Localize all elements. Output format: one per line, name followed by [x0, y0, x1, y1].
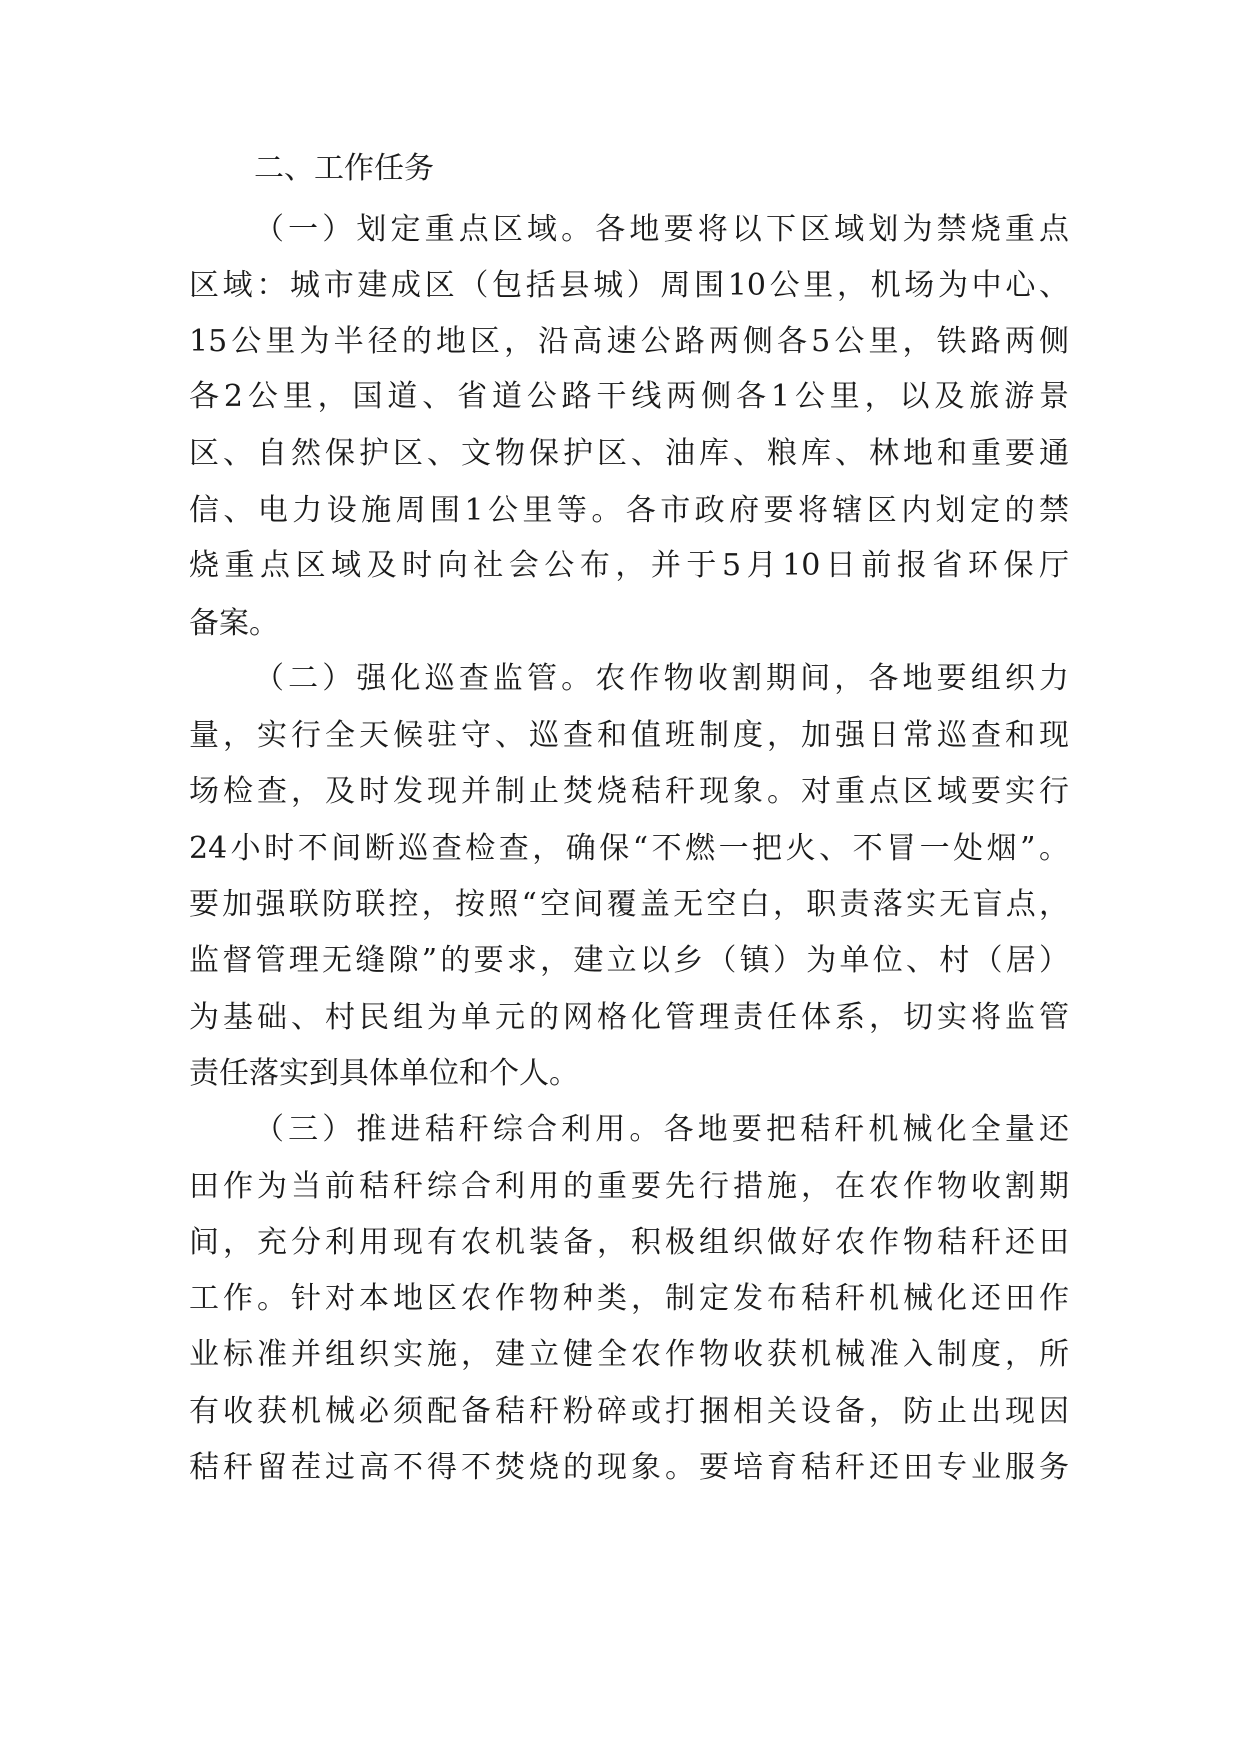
paragraph-line: 15公里为半径的地区，沿高速公路两侧各5公里，铁路两侧: [189, 324, 1069, 359]
paragraph-line: 田作为当前秸秆综合利用的重要先行措施，在农作物收割期: [189, 1169, 1069, 1204]
paragraph-line: 24小时不间断巡查检查，确保“不燃一把火、不冒一处烟”。: [189, 831, 1069, 866]
paragraph-line: 要加强联防联控，按照“空间覆盖无空白，职责落实无盲点，: [189, 887, 1069, 922]
paragraph-line: 间，充分利用现有农机装备，积极组织做好农作物秸秆还田: [189, 1225, 1069, 1260]
paragraph-line: 烧重点区域及时向社会公布，并于5月10日前报省环保厅: [189, 548, 1069, 583]
paragraph-line: 区域：城市建成区（包括县城）周围10公里，机场为中心、: [189, 268, 1069, 303]
paragraph-line: 量，实行全天候驻守、巡查和值班制度，加强日常巡查和现: [189, 718, 1069, 753]
section-heading: 二、工作任务: [254, 151, 434, 186]
paragraph-line: 业标准并组织实施，建立健全农作物收获机械准入制度，所: [189, 1337, 1069, 1372]
paragraph-line: 场检查，及时发现并制止焚烧秸秆现象。对重点区域要实行: [189, 774, 1069, 809]
paragraph-line: 秸秆留茬过高不得不焚烧的现象。要培育秸秆还田专业服务: [189, 1450, 1069, 1485]
paragraph-line: 为基础、村民组为单元的网格化管理责任体系，切实将监管: [189, 1000, 1069, 1035]
paragraph-line: 各2公里，国道、省道公路干线两侧各1公里，以及旅游景: [189, 379, 1069, 414]
paragraph-line: （二）强化巡查监管。农作物收割期间，各地要组织力: [254, 661, 1069, 696]
paragraph-line: （一）划定重点区域。各地要将以下区域划为禁烧重点: [254, 212, 1069, 247]
paragraph-line: 区、自然保护区、文物保护区、油库、粮库、林地和重要通: [189, 436, 1069, 471]
paragraph-line: 工作。针对本地区农作物种类，制定发布秸秆机械化还田作: [189, 1281, 1069, 1316]
paragraph-line: 信、电力设施周围1公里等。各市政府要将辖区内划定的禁: [189, 493, 1069, 528]
paragraph-line: 备案。: [189, 606, 279, 641]
paragraph-line: 监督管理无缝隙”的要求，建立以乡（镇）为单位、村（居）: [189, 943, 1069, 978]
paragraph-line: 责任落实到具体单位和个人。: [189, 1056, 579, 1091]
paragraph-line: （三）推进秸秆综合利用。各地要把秸秆机械化全量还: [254, 1112, 1069, 1147]
paragraph-line: 有收获机械必须配备秸秆粉碎或打捆相关设备，防止出现因: [189, 1394, 1069, 1429]
